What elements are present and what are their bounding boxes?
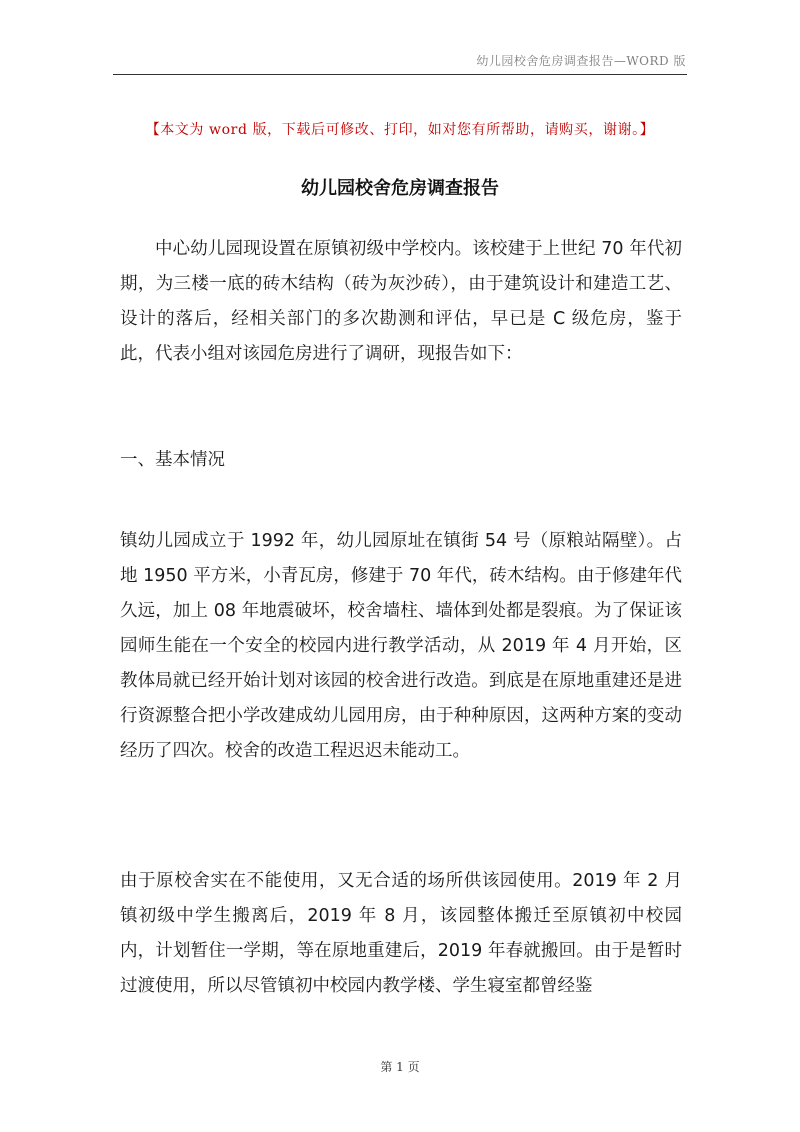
relocation-paragraph: 由于原校舍实在不能使用，又无合适的场所供该园使用。2019 年 2 月镇初级中学生搬离后，2019 年 8 月，该园整体搬迁至原镇初中校园内，计划暂住一学期，等在原地重建后，2019 年春就搬回。由于是暂时过渡使用，所以尽管镇初中校园内教学楼、学生寝室都曾经鉴 <box>120 871 682 996</box>
basic-info-paragraph: 镇幼儿园成立于 1992 年，幼儿园原址在镇街 54 号（原粮站隔壁）。占地 1950 平方米，小青瓦房，修建于 70 年代，砖木结构。由于修建年代久远，加上 08 年地震破坏，校舍墙柱、墙体到处都是裂痕。为了保证该园师生能在一个安全的校园内进行教学活动，从 2019 年 4 月开始，区教体局就已经开始计划对该园的校舍进行改造。到底是在原地重建还是进行资源整合把小学改建成幼儿园用房，由于种种原因，这两种方案的变动经历了四次。校舍的改造工程迟迟未能动工。 <box>120 531 682 761</box>
section-heading-basic: 一、基本情况 <box>120 450 225 470</box>
page-number: 第 1 页 <box>380 1060 420 1074</box>
document-title: 幼儿园校舍危房调查报告 <box>301 178 499 199</box>
header-rule <box>113 74 687 75</box>
intro-paragraph: 中心幼儿园现设置在原镇初级中学校内。该校建于上世纪 70 年代初期，为三楼一底的砖木结构（砖为灰沙砖），由于建筑设计和建造工艺、设计的落后，经相关部门的多次勘测和评估，早已是 C 级危房，鉴于此，代表小组对该园危房进行了调研，现报告如下： <box>120 239 682 364</box>
running-header: 幼儿园校舍危房调查报告—WORD 版 <box>476 54 686 68</box>
purchase-notice: 【本文为 word 版，下载后可修改、打印，如对您有所帮助，请购买，谢谢。】 <box>145 122 655 138</box>
